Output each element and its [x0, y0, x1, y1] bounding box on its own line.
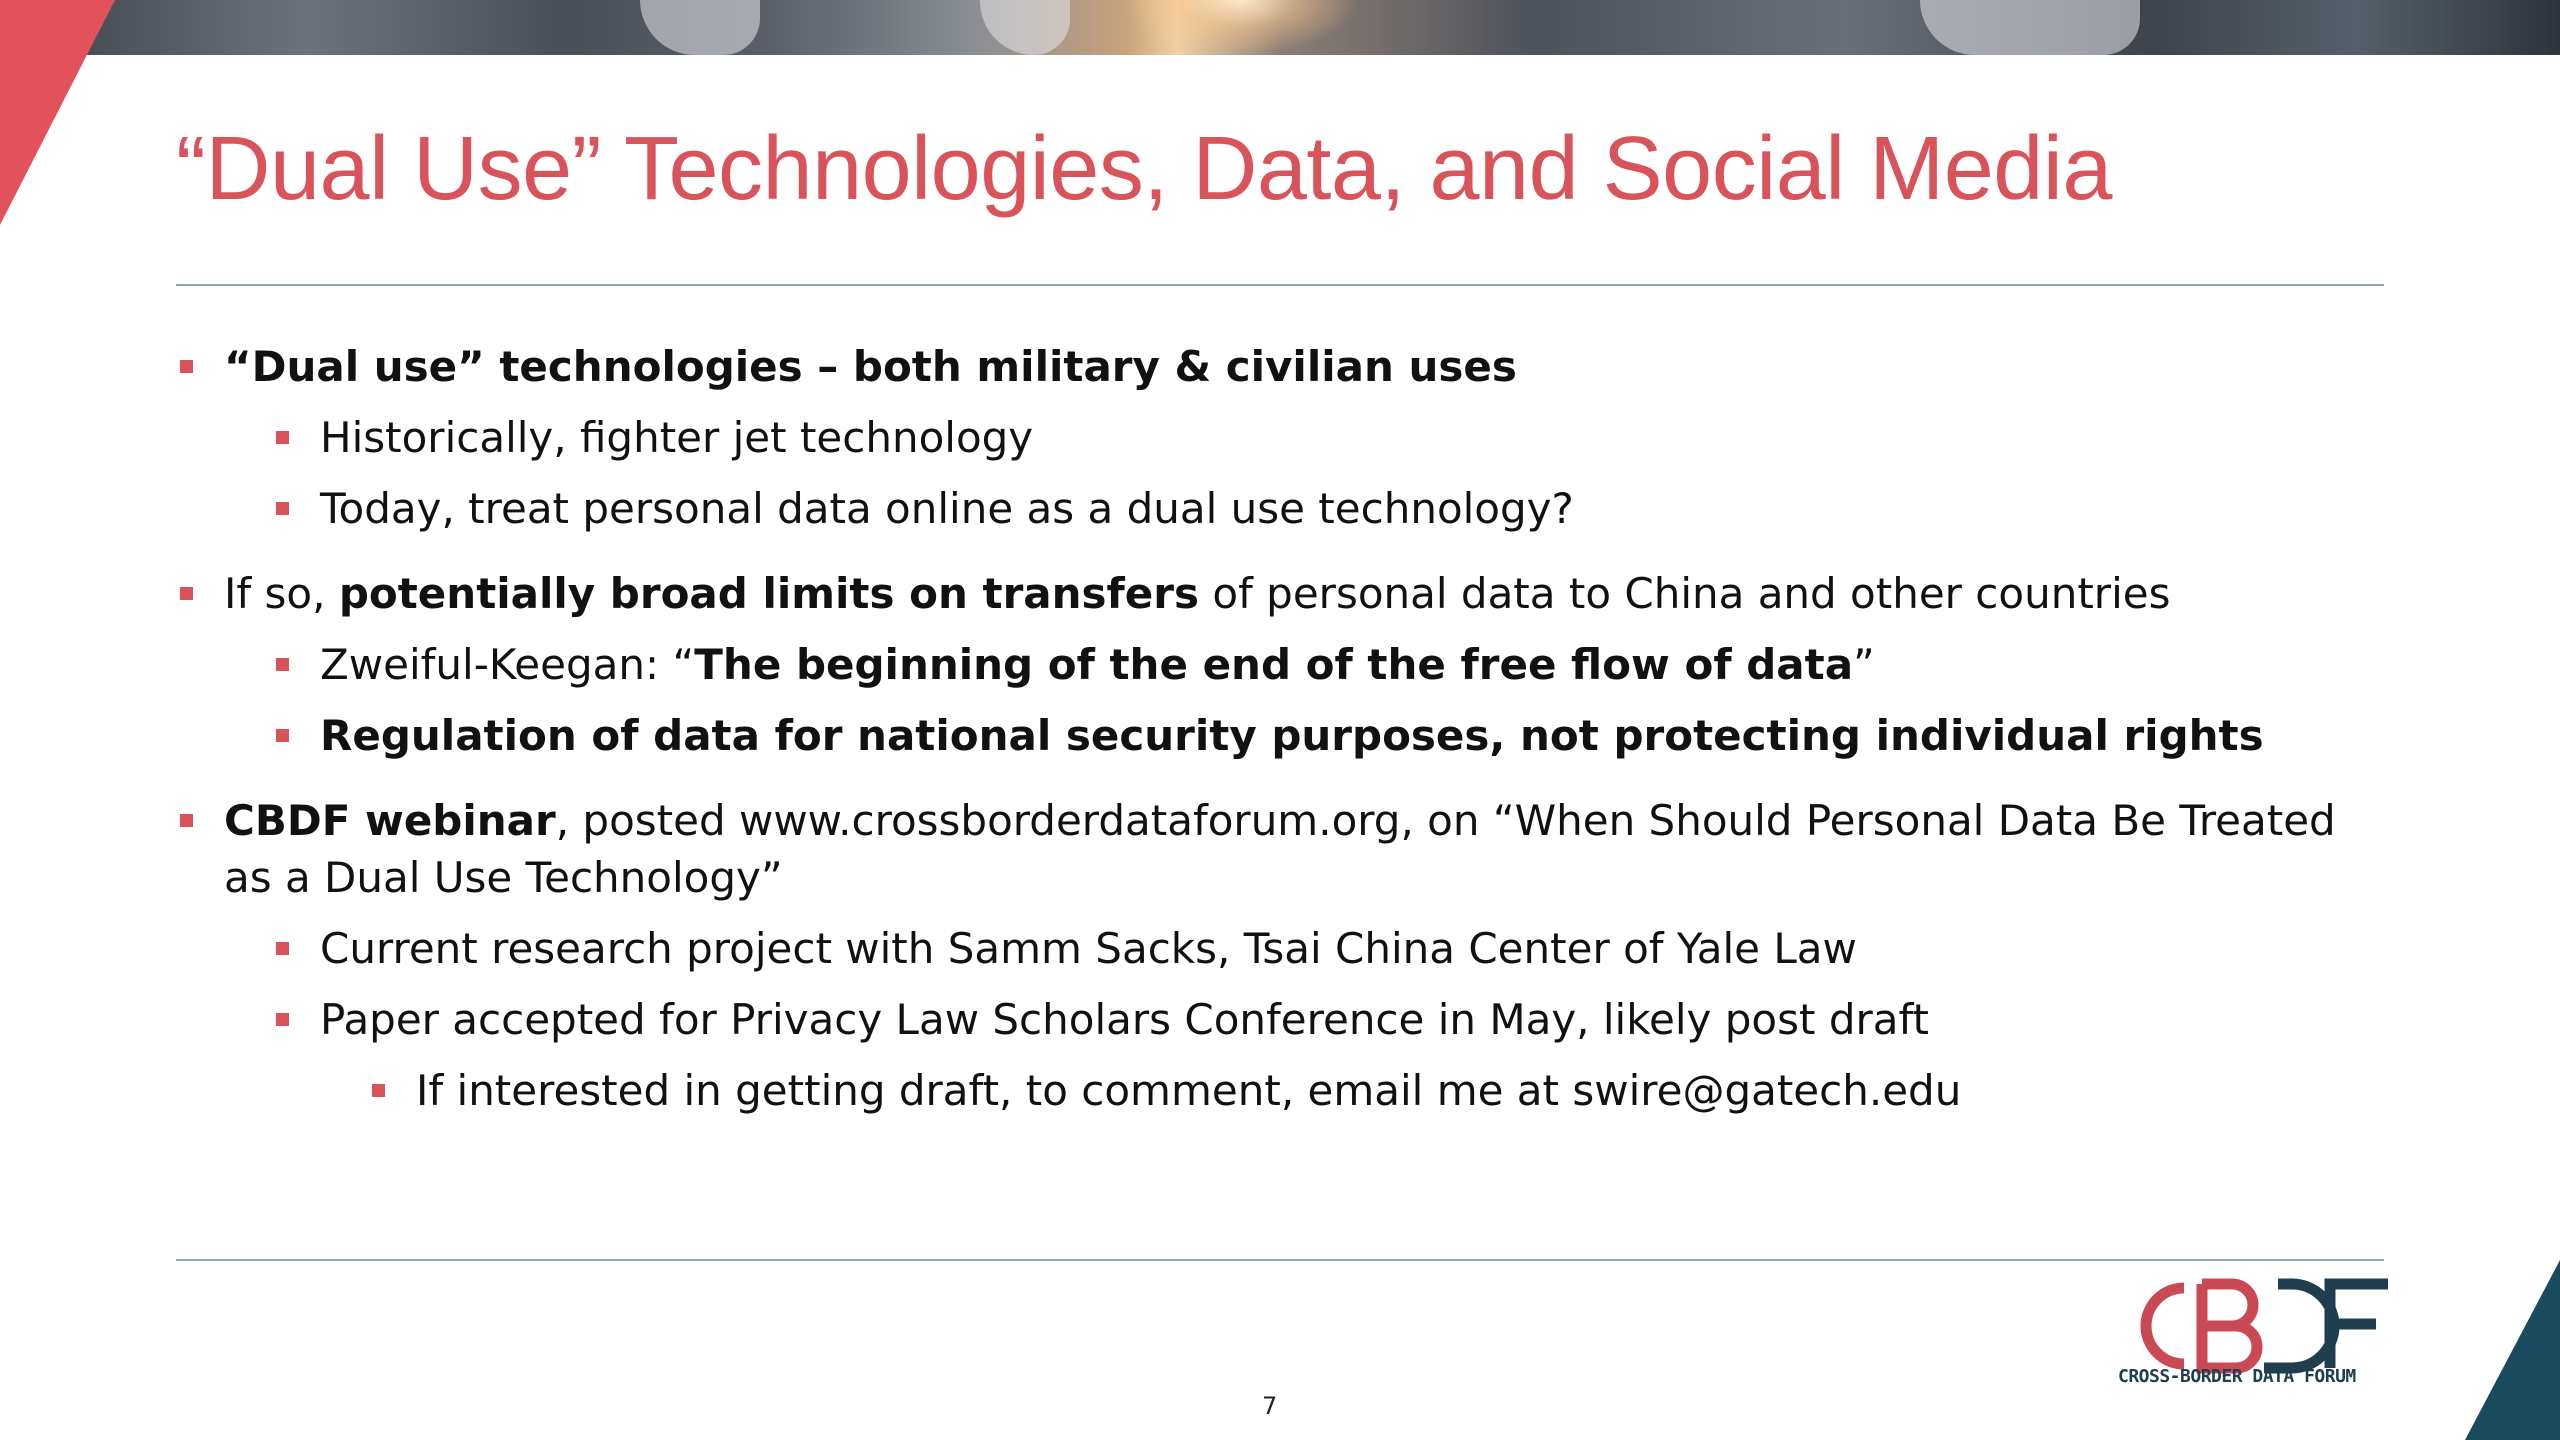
bullet-item: [176, 792, 2386, 906]
bullet-square-icon: [276, 729, 289, 742]
bullet-square-icon: [276, 658, 289, 671]
bullet-square-icon: [276, 431, 289, 444]
map-shape: [1920, 0, 2140, 55]
map-shape: [980, 0, 1070, 55]
corner-accent-top-left: [0, 0, 115, 225]
bullet-text: Historically, fighter jet technology: [320, 413, 1034, 462]
bullet-text: Paper accepted for Privacy Law Scholars Conference in May, likely post draft: [320, 995, 1930, 1044]
bullet-text-bold: Regulation of data for national security purposes, not protecting individual rights: [320, 711, 2264, 760]
bullet-square-icon: [180, 587, 193, 600]
sub-bullet-item: [176, 480, 2386, 537]
corner-accent-bottom-right: [2465, 1260, 2560, 1440]
sub-bullet-item: [176, 707, 2386, 764]
sub-bullet-item: [176, 636, 2386, 693]
header-banner-image: [0, 0, 2560, 55]
slide-title: “Dual Use” Technologies, Data, and Social Media: [176, 119, 2112, 219]
bullet-text: Today, treat personal data online as a dual use technology?: [320, 484, 1574, 533]
title-divider: [176, 284, 2384, 286]
bullet-text-bold: CBDF webinar: [224, 796, 556, 845]
bullet-square-icon: [276, 1013, 289, 1026]
sub-sub-bullet-item: [176, 1062, 2386, 1119]
bullet-list: [176, 338, 2386, 1119]
bullet-item: [176, 565, 2386, 622]
bullet-square-icon: [276, 942, 289, 955]
bullet-text: Current research project with Samm Sacks, Tsai China Center of Yale Law: [320, 924, 1857, 973]
map-shape: [640, 0, 760, 55]
bullet-text: Zweiful-Keegan: “: [320, 640, 695, 689]
logo-letter-c: [2146, 1288, 2184, 1364]
bullet-square-icon: [372, 1084, 385, 1097]
bullet-square-icon: [180, 360, 193, 373]
logo-letter-b: [2202, 1284, 2257, 1368]
bullet-text: , posted www.crossborderdataforum.org, on “When Should Personal Data Be Treated as a Dual Use Technology”: [224, 796, 2336, 902]
banner-glow: [1120, 0, 1360, 55]
bullet-text: of personal data to China and other countries: [1199, 569, 2171, 618]
bullet-item: [176, 338, 2386, 395]
bullet-square-icon: [180, 814, 193, 827]
logo-letter-f: [2330, 1284, 2388, 1368]
bullet-text: If so,: [224, 569, 339, 618]
sub-bullet-item: [176, 409, 2386, 466]
logo-subtitle: CROSS-BORDER DATA FORUM: [2118, 1366, 2356, 1387]
sub-bullet-item: [176, 920, 2386, 977]
bullet-text: ”: [1853, 640, 1875, 689]
sub-bullet-item: [176, 991, 2386, 1048]
bullet-text-bold: potentially broad limits on transfers: [338, 569, 1199, 618]
logo-letter-d: [2264, 1284, 2334, 1368]
bullet-text: If interested in getting draft, to comment, email me at swire@gatech.edu: [416, 1066, 1962, 1115]
bullet-square-icon: [276, 502, 289, 515]
bullet-text-bold: “Dual use” technologies – both military & civilian uses: [224, 342, 1517, 391]
bullet-text-bold: The beginning of the end of the free flow of data: [694, 640, 1854, 689]
footer-divider: [176, 1259, 2384, 1261]
page-number: 7: [1262, 1392, 1278, 1420]
